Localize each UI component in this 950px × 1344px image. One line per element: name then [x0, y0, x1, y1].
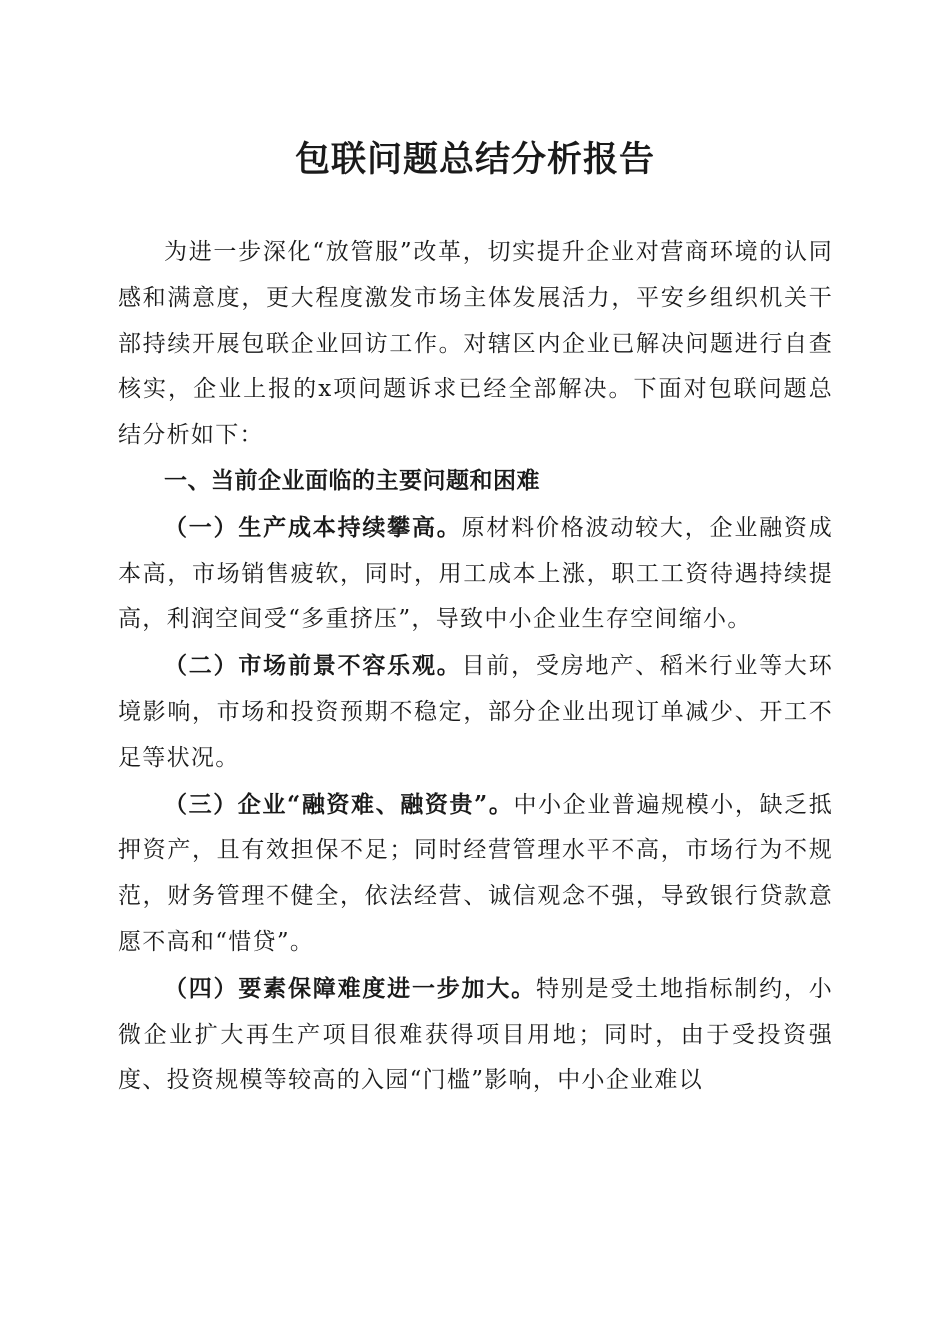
item-text: 特别是受土地指标制约，小微企业扩大再生产项目很难获得项目用地；同时，由于受投资强度、投资规模等较高的入园“门槛”影响，中小企业难以 [118, 975, 833, 1094]
item-text: 中小企业普遍规模小，缺乏抵押资产，且有效担保不足；同时经营管理水平不高，市场行为不规范，财务管理不健全，依法经营、诚信观念不强，导致银行贷款意愿不高和“惜贷”。 [118, 791, 833, 955]
item-lead: （二）市场前景不容乐观。 [164, 652, 462, 680]
document-body [118, 230, 833, 1104]
document-title: 包联问题总结分析报告 [294, 140, 655, 180]
item-paragraph-1 [118, 505, 833, 643]
item-paragraph-2 [118, 643, 833, 781]
intro-paragraph: 为进一步深化“放管服”改革，切实提升企业对营商环境的认同感和满意度，更大程度激发市场主体发展活力，平安乡组织机关干部持续开展包联企业回访工作。对辖区内企业已解决问题进行自查核实，企业上报的x项问题诉求已经全部解决。下面对包联问题总结分析如下： [118, 239, 833, 449]
item-lead: （三）企业“融资难、融资贵”。 [164, 790, 514, 818]
item-text: 目前，受房地产、稻米行业等大环境影响，市场和投资预期不稳定，部分企业出现订单减少、开工不足等状况。 [118, 653, 834, 771]
item-lead: （四）要素保障难度进一步加大。 [164, 974, 536, 1002]
section-heading: 一、当前企业面临的主要问题和困难 [164, 467, 540, 494]
item-text: 原材料价格波动较大，企业融资成本高，市场销售疲软，同时，用工成本上涨，职工工资待遇持续提高，利润空间受“多重挤压”，导致中小企业生存空间缩小。 [118, 514, 834, 633]
item-lead: （一）生产成本持续攀高。 [164, 513, 462, 541]
item-paragraph-3 [118, 782, 833, 966]
item-paragraph-4 [118, 966, 833, 1104]
